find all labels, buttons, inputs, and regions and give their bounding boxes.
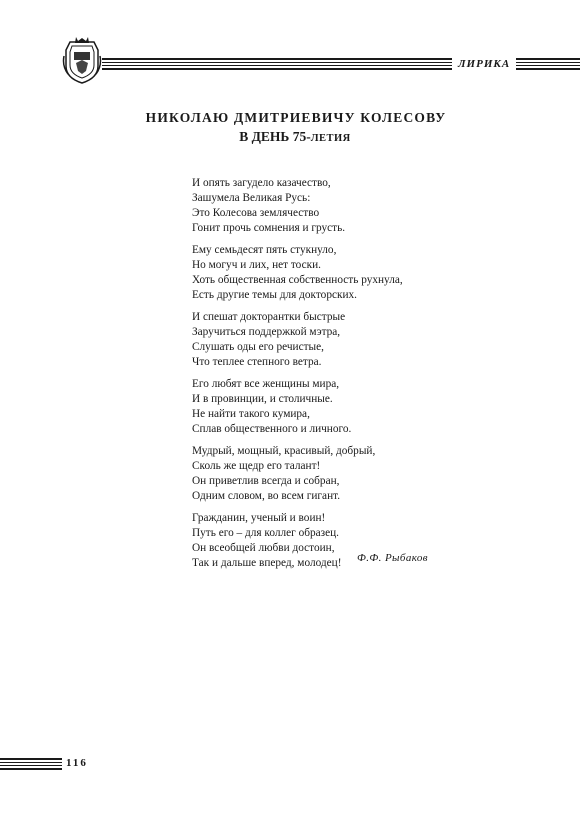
title-line-2-suffix: ЛЕТИЯ	[310, 133, 351, 144]
poem-line: Но могуч и лих, нет тоски.	[192, 259, 321, 271]
poem-line: Есть другие темы для докторских.	[192, 289, 358, 301]
title-line-2-main: В ДЕНЬ 75-	[239, 129, 311, 144]
poem-line: Гражданин, ученый и воин!	[192, 512, 326, 524]
stanza	[192, 310, 403, 370]
poem-line: Его любят все женщины мира,	[192, 378, 340, 390]
stanza	[192, 377, 403, 437]
header-rule-right	[516, 58, 580, 72]
poem-line: И спешат докторантки быстрые	[192, 311, 346, 323]
poem-line: Это Колесова землячество	[192, 207, 320, 219]
poem-line: Путь его – для коллег образец.	[192, 527, 340, 539]
header-rule-left	[102, 58, 452, 72]
poem-line: Заручиться поддержкой мэтра,	[192, 326, 341, 338]
poem-line: Гонит прочь сомнения и грусть.	[192, 222, 346, 234]
section-label: ЛИРИКА	[458, 58, 511, 70]
stanza	[192, 243, 403, 303]
poem-line: Зашумела Великая Русь:	[192, 192, 311, 204]
footer-rule	[0, 758, 62, 772]
poem-line: Хоть общественная собственность рухнула,	[192, 274, 403, 286]
poem-line: Так и дальше вперед, молодец!	[192, 557, 342, 569]
poem-line: Сплав общественного и личного.	[192, 423, 352, 435]
page-number: 116	[66, 757, 88, 769]
poem-line: Что теплее степного ветра.	[192, 356, 322, 368]
poem-line: Слушать оды его речистые,	[192, 341, 324, 353]
coat-of-arms-icon	[62, 36, 102, 84]
title-line-1: НИКОЛАЮ ДМИТРИЕВИЧУ КОЛЕСОВУ	[145, 110, 447, 125]
poem-line: Сколь же щедр его талант!	[192, 460, 321, 472]
poem-line: Мудрый, мощный, красивый, добрый,	[192, 445, 376, 457]
poem-line: Не найти такого кумира,	[192, 408, 310, 420]
poem-line: И опять загудело казачество,	[192, 177, 331, 189]
poem-line: Он приветлив всегда и собран,	[192, 475, 340, 487]
stanza	[192, 176, 403, 236]
poem-line: Одним словом, во всем гигант.	[192, 490, 341, 502]
poem-title	[0, 110, 580, 145]
title-line-2	[10, 129, 580, 145]
poem-line: Он всеобщей любви достоин,	[192, 542, 335, 554]
poem-body	[192, 176, 403, 578]
poem-line: И в провинции, и столичные.	[192, 393, 333, 405]
stanza	[192, 444, 403, 504]
poem-line: Ему семьдесят пять стукнуло,	[192, 244, 337, 256]
poem-author: Ф.Ф. Рыбаков	[357, 552, 428, 564]
